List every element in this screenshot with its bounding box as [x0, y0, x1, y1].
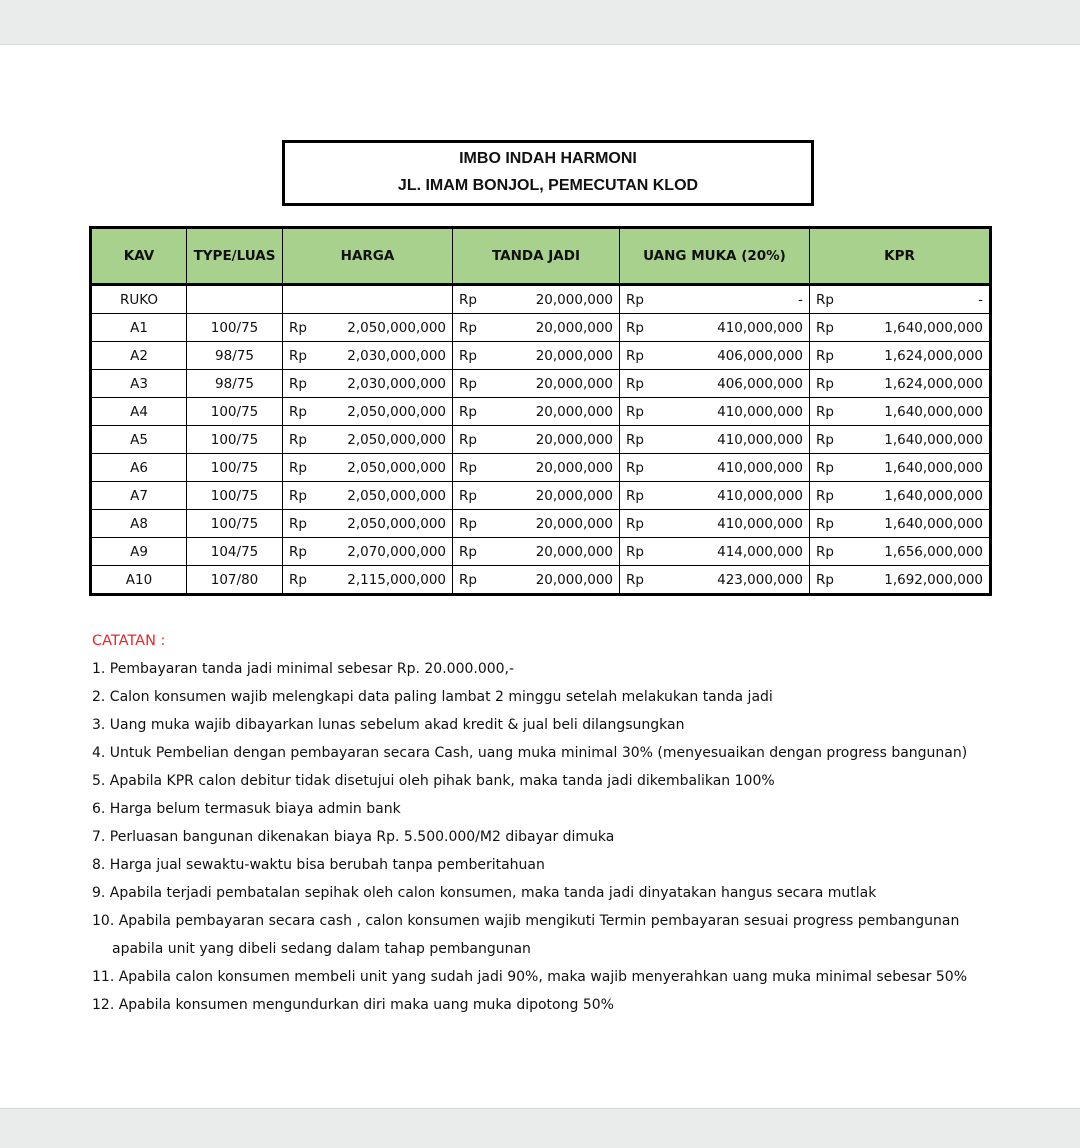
cell-kav: A5	[91, 426, 187, 454]
amount-value: 1,640,000,000	[884, 487, 983, 504]
cell-kpr	[810, 538, 991, 566]
cell-kpr	[810, 342, 991, 370]
amount-value: 406,000,000	[717, 375, 803, 392]
note-item: 7. Perluasan bangunan dikenakan biaya Rp. 5.500.000/M2 dibayar dimuka	[92, 829, 615, 845]
cell-kav: A2	[91, 342, 187, 370]
currency-label: Rp	[459, 543, 477, 560]
notes-section	[92, 627, 967, 1019]
cell-type	[187, 285, 283, 314]
cell-tanda-jadi	[453, 426, 620, 454]
cell-kav: A10	[91, 566, 187, 595]
cell-kav: A4	[91, 398, 187, 426]
table-header-row	[91, 228, 991, 285]
amount-value: 1,624,000,000	[884, 375, 983, 392]
header-tanda-jadi: TANDA JADI	[453, 228, 620, 285]
amount-value: 20,000,000	[535, 403, 613, 420]
currency-label: Rp	[816, 375, 834, 392]
amount-value: 414,000,000	[717, 543, 803, 560]
project-address: JL. IMAM BONJOL, PEMECUTAN KLOD	[397, 177, 699, 194]
currency-label: Rp	[626, 543, 644, 560]
cell-harga	[283, 370, 453, 398]
currency-label: Rp	[626, 291, 644, 308]
cell-harga	[283, 285, 453, 314]
currency-label: Rp	[459, 347, 477, 364]
currency-label: Rp	[459, 487, 477, 504]
amount-value: 20,000,000	[535, 571, 613, 588]
currency-label: Rp	[289, 431, 307, 448]
amount-value: 2,050,000,000	[347, 319, 446, 336]
notes-heading: CATATAN :	[92, 633, 166, 649]
cell-uang-muka	[620, 370, 810, 398]
currency-label: Rp	[289, 403, 307, 420]
cell-tanda-jadi	[453, 398, 620, 426]
currency-label: Rp	[626, 319, 644, 336]
cell-kpr	[810, 482, 991, 510]
amount-value: 1,640,000,000	[884, 515, 983, 532]
cell-tanda-jadi	[453, 538, 620, 566]
cell-kav: A6	[91, 454, 187, 482]
table-row	[91, 370, 991, 398]
cell-type: 98/75	[187, 342, 283, 370]
cell-type: 100/75	[187, 398, 283, 426]
note-item: 8. Harga jual sewaktu-waktu bisa berubah tanpa pemberitahuan	[92, 857, 545, 873]
cell-harga	[283, 510, 453, 538]
header-type: TYPE/LUAS	[187, 228, 283, 285]
cell-type: 104/75	[187, 538, 283, 566]
amount-value: 410,000,000	[717, 319, 803, 336]
cell-uang-muka	[620, 426, 810, 454]
cell-type: 100/75	[187, 510, 283, 538]
cell-harga	[283, 426, 453, 454]
cell-uang-muka	[620, 566, 810, 595]
amount-value: 1,640,000,000	[884, 403, 983, 420]
cell-kav: A7	[91, 482, 187, 510]
cell-uang-muka	[620, 314, 810, 342]
price-table	[89, 226, 992, 596]
currency-label: Rp	[289, 571, 307, 588]
cell-kpr	[810, 314, 991, 342]
currency-label: Rp	[816, 515, 834, 532]
amount-value: 2,030,000,000	[347, 375, 446, 392]
cell-tanda-jadi	[453, 342, 620, 370]
table-row	[91, 398, 991, 426]
amount-value: 20,000,000	[535, 543, 613, 560]
cell-tanda-jadi	[453, 482, 620, 510]
table-row	[91, 285, 991, 314]
currency-label: Rp	[459, 375, 477, 392]
cell-tanda-jadi	[453, 370, 620, 398]
currency-label: Rp	[459, 291, 477, 308]
amount-value: 20,000,000	[535, 319, 613, 336]
amount-value: 410,000,000	[717, 431, 803, 448]
table-body	[91, 285, 991, 595]
document-sheet	[0, 44, 1080, 1109]
cell-kpr	[810, 285, 991, 314]
header-uang-muka: UANG MUKA (20%)	[620, 228, 810, 285]
cell-uang-muka	[620, 398, 810, 426]
amount-value: 1,624,000,000	[884, 347, 983, 364]
note-item: 12. Apabila konsumen mengundurkan diri maka uang muka dipotong 50%	[92, 997, 614, 1013]
amount-value: 410,000,000	[717, 459, 803, 476]
amount-value: -	[798, 291, 803, 308]
currency-label: Rp	[816, 431, 834, 448]
cell-kpr	[810, 370, 991, 398]
currency-label: Rp	[459, 571, 477, 588]
table-row	[91, 538, 991, 566]
currency-label: Rp	[626, 431, 644, 448]
table-row	[91, 342, 991, 370]
amount-value: 2,030,000,000	[347, 347, 446, 364]
note-item-continuation: apabila unit yang dibeli sedang dalam tahap pembangunan	[112, 941, 531, 957]
currency-label: Rp	[626, 403, 644, 420]
currency-label: Rp	[289, 459, 307, 476]
amount-value: 2,050,000,000	[347, 515, 446, 532]
amount-value: 2,050,000,000	[347, 459, 446, 476]
currency-label: Rp	[626, 487, 644, 504]
table-row	[91, 426, 991, 454]
currency-label: Rp	[289, 487, 307, 504]
currency-label: Rp	[816, 571, 834, 588]
cell-harga	[283, 482, 453, 510]
note-item: 6. Harga belum termasuk biaya admin bank	[92, 801, 401, 817]
amount-value: 2,050,000,000	[347, 487, 446, 504]
currency-label: Rp	[816, 319, 834, 336]
cell-type: 100/75	[187, 426, 283, 454]
cell-type: 100/75	[187, 314, 283, 342]
note-item: 5. Apabila KPR calon debitur tidak disetujui oleh pihak bank, maka tanda jadi dikembalikan 100%	[92, 773, 775, 789]
currency-label: Rp	[816, 291, 834, 308]
cell-tanda-jadi	[453, 454, 620, 482]
cell-kav: RUKO	[91, 285, 187, 314]
cell-type: 107/80	[187, 566, 283, 595]
amount-value: 20,000,000	[535, 291, 613, 308]
project-name: IMBO INDAH HARMONI	[459, 150, 637, 167]
currency-label: Rp	[626, 459, 644, 476]
currency-label: Rp	[816, 459, 834, 476]
table-row	[91, 454, 991, 482]
amount-value: -	[978, 291, 983, 308]
amount-value: 20,000,000	[535, 487, 613, 504]
currency-label: Rp	[459, 515, 477, 532]
note-item: 1. Pembayaran tanda jadi minimal sebesar Rp. 20.000.000,-	[92, 661, 515, 677]
cell-kav: A9	[91, 538, 187, 566]
amount-value: 406,000,000	[717, 347, 803, 364]
amount-value: 20,000,000	[535, 347, 613, 364]
currency-label: Rp	[289, 319, 307, 336]
title-box	[282, 140, 814, 206]
amount-value: 2,115,000,000	[347, 571, 446, 588]
currency-label: Rp	[459, 403, 477, 420]
cell-tanda-jadi	[453, 314, 620, 342]
cell-uang-muka	[620, 454, 810, 482]
table-row	[91, 510, 991, 538]
cell-harga	[283, 398, 453, 426]
cell-type: 100/75	[187, 482, 283, 510]
currency-label: Rp	[816, 543, 834, 560]
currency-label: Rp	[626, 515, 644, 532]
cell-kpr	[810, 398, 991, 426]
cell-uang-muka	[620, 342, 810, 370]
currency-label: Rp	[626, 375, 644, 392]
note-item: 2. Calon konsumen wajib melengkapi data paling lambat 2 minggu setelah melakukan tanda jadi	[92, 689, 773, 705]
cell-tanda-jadi	[453, 566, 620, 595]
amount-value: 1,640,000,000	[884, 431, 983, 448]
currency-label: Rp	[289, 375, 307, 392]
header-harga: HARGA	[283, 228, 453, 285]
cell-harga	[283, 538, 453, 566]
amount-value: 2,070,000,000	[347, 543, 446, 560]
currency-label: Rp	[816, 487, 834, 504]
currency-label: Rp	[289, 347, 307, 364]
cell-uang-muka	[620, 510, 810, 538]
cell-uang-muka	[620, 482, 810, 510]
amount-value: 2,050,000,000	[347, 431, 446, 448]
amount-value: 2,050,000,000	[347, 403, 446, 420]
cell-uang-muka	[620, 538, 810, 566]
amount-value: 1,640,000,000	[884, 319, 983, 336]
cell-kav: A1	[91, 314, 187, 342]
note-item: 3. Uang muka wajib dibayarkan lunas sebelum akad kredit & jual beli dilangsungkan	[92, 717, 685, 733]
cell-type: 100/75	[187, 454, 283, 482]
currency-label: Rp	[459, 459, 477, 476]
note-item: 9. Apabila terjadi pembatalan sepihak oleh calon konsumen, maka tanda jadi dinyatakan hangus secara mutlak	[92, 885, 877, 901]
note-item: 4. Untuk Pembelian dengan pembayaran secara Cash, uang muka minimal 30% (menyesuaikan dengan progress bangunan)	[92, 745, 968, 761]
table-row	[91, 314, 991, 342]
cell-kpr	[810, 426, 991, 454]
cell-type: 98/75	[187, 370, 283, 398]
amount-value: 20,000,000	[535, 375, 613, 392]
cell-harga	[283, 454, 453, 482]
amount-value: 410,000,000	[717, 515, 803, 532]
cell-tanda-jadi	[453, 285, 620, 314]
cell-kpr	[810, 566, 991, 595]
currency-label: Rp	[816, 403, 834, 420]
table-row	[91, 482, 991, 510]
cell-kav: A3	[91, 370, 187, 398]
cell-tanda-jadi	[453, 510, 620, 538]
cell-kpr	[810, 510, 991, 538]
currency-label: Rp	[289, 543, 307, 560]
cell-harga	[283, 342, 453, 370]
cell-kpr	[810, 454, 991, 482]
currency-label: Rp	[626, 571, 644, 588]
amount-value: 20,000,000	[535, 515, 613, 532]
cell-uang-muka	[620, 285, 810, 314]
currency-label: Rp	[459, 431, 477, 448]
cell-harga	[283, 566, 453, 595]
header-kpr: KPR	[810, 228, 991, 285]
amount-value: 20,000,000	[535, 459, 613, 476]
currency-label: Rp	[816, 347, 834, 364]
note-item: 10. Apabila pembayaran secara cash , calon konsumen wajib mengikuti Termin pembayaran sesuai progress pembangunan	[92, 913, 960, 929]
amount-value: 410,000,000	[717, 403, 803, 420]
amount-value: 410,000,000	[717, 487, 803, 504]
amount-value: 423,000,000	[717, 571, 803, 588]
amount-value: 20,000,000	[535, 431, 613, 448]
table-row	[91, 566, 991, 595]
cell-kav: A8	[91, 510, 187, 538]
cell-harga	[283, 314, 453, 342]
header-kav: KAV	[91, 228, 187, 285]
amount-value: 1,692,000,000	[884, 571, 983, 588]
amount-value: 1,656,000,000	[884, 543, 983, 560]
currency-label: Rp	[289, 515, 307, 532]
currency-label: Rp	[626, 347, 644, 364]
amount-value: 1,640,000,000	[884, 459, 983, 476]
currency-label: Rp	[459, 319, 477, 336]
note-item: 11. Apabila calon konsumen membeli unit yang sudah jadi 90%, maka wajib menyerahkan uang muka minimal sebesar 50%	[92, 969, 967, 985]
